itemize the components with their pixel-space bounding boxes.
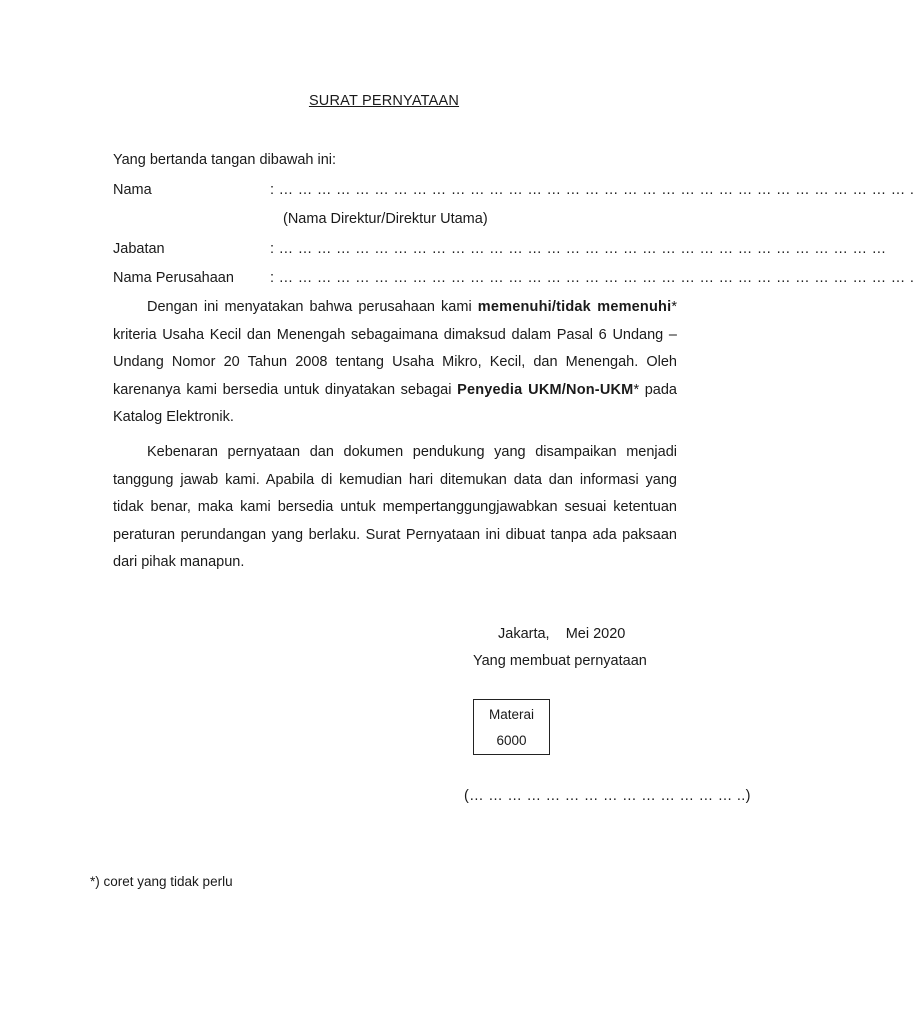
- paragraph-statement-part2: * kriteria Usaha Kecil dan Menengah sebagaimana dimaksud dalam Pasal 6 Undang – Undang Nomor 20 Tahun 2008 tentang Usaha Mikro, Kecil, dan Menengah. Oleh karenanya kami bersedia untuk dinyatakan sebagai: [113, 299, 677, 398]
- intro-text: Yang bertanda tangan dibawah ini:: [113, 152, 337, 168]
- paragraph-statement-part3: * pada Katalog Elektronik.: [113, 381, 677, 425]
- paragraph-statement-part1: Dengan ini menyatakan bahwa perusahaan kami: [147, 299, 478, 315]
- paragraph-statement-bold2: Penyedia UKM/Non-UKM: [457, 381, 634, 398]
- field-row-nama: [113, 182, 914, 202]
- field-label-nama: Nama: [113, 182, 152, 198]
- field-value-nama-perusahaan: : … … … … … … … … … … … … … … … … … … … … … … … … … … … … … … … … … .: [270, 270, 914, 286]
- field-label-jabatan: Jabatan: [113, 241, 165, 257]
- paragraph-responsibility-text: Kebenaran pernyataan dan dokumen pendukung yang disampaikan menjadi tanggung jawab kami. Apabila di kemudian hari ditemukan data dan informasi yang tidak benar, maka kami bersedia untuk mempertanggungjawabkan sesuai ketentuan peraturan perundangan yang berlaku. Surat Pernyataan ini dibuat tanpa ada paksaan dari pihak manapun.: [113, 444, 677, 570]
- footnote: *) coret yang tidak perlu: [90, 874, 233, 889]
- paragraph-responsibility: [113, 439, 677, 577]
- field-row-jabatan: [113, 241, 887, 261]
- materai-stamp-box: [473, 699, 550, 755]
- paragraph-statement-bold1: memenuhi/tidak memenuhi: [477, 299, 672, 315]
- signature-line: (… … … … … … … … … … … … … … ..): [464, 788, 751, 804]
- paragraph-statement: [113, 294, 677, 432]
- field-value-nama: : … … … … … … … … … … … … … … … … … … … … … … … … … … … … … … … … … .: [270, 182, 914, 198]
- place-date: Jakarta, Mei 2020: [498, 626, 626, 642]
- field-row-nama-perusahaan: [113, 270, 914, 290]
- field-value-jabatan: : … … … … … … … … … … … … … … … … … … … … … … … … … … … … … … … …: [270, 241, 887, 257]
- document-title: SURAT PERNYATAAN: [308, 93, 460, 109]
- maker-label: Yang membuat pernyataan: [473, 653, 647, 669]
- field-note-nama: (Nama Direktur/Direktur Utama): [283, 211, 488, 227]
- materai-label: Materai: [488, 707, 534, 722]
- materai-value: 6000: [496, 733, 527, 748]
- field-label-nama-perusahaan: Nama Perusahaan: [113, 270, 234, 286]
